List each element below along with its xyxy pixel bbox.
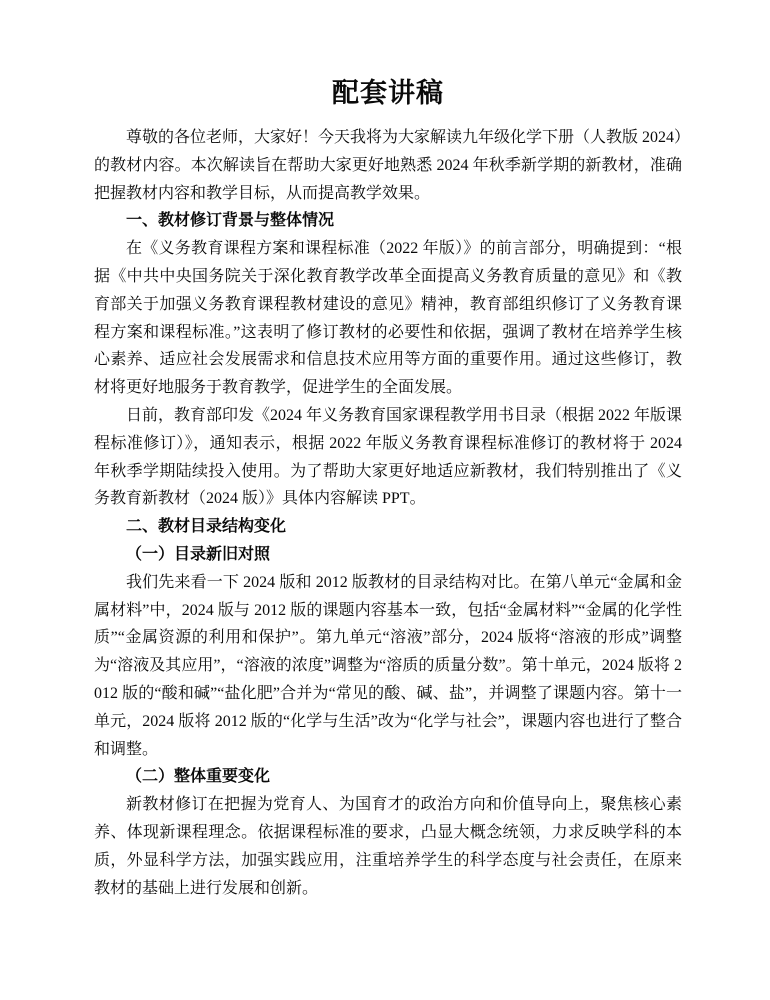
section-1-paragraph-1: 在《义务教育课程方案和课程标准（2022 年版）》的前言部分，明确提到：“根据《中共中央国务院关于深化教育教学改革全面提高义务教育质量的意见》和《教育部关于加强义务教育课程教材建设的意见》精神，教育部组织修订了义务教育课程方案和课程标准。”这表明了修订教材的必要性和依据，强调了教材在培养学生核心素养、适应社会发展需求和信息技术应用等方面的重要作用。通过这些修订，教材将更好地服务于教育教学，促进学生的全面发展。 (94, 240, 682, 397)
section-2-sub-1-paragraph: 我们先来看一下 2024 版和 2012 版教材的目录结构对比。在第八单元“金属和金属材料”中，2024 版与 2012 版的课题内容基本一致，包括“金属材料”“金属的化学性质”“金属资源的利用和保护”。第九单元“溶液”部分，2024 版将“溶液的形成”调整为“溶液及其应用”，“溶液的浓度”调整为“溶质的质量分数”。第十单元，2024 版将 2012 版的“酸和碱”“盐化肥”合并为“常见的酸、碱、盐”，并调整了课题内容。第十一单元，2024 版将 2012 版的“化学与生活”改为“化学与社会”，课题内容也进行了整合和调整。 (94, 573, 682, 758)
section-2-sub-1-heading: （一）目录新旧对照 (126, 545, 271, 563)
section-2-sub-2-paragraph: 新教材修订在把握为党育人、为国育才的政治方向和价值导向上，聚焦核心素养、体现新课程理念。依据课程标准的要求，凸显大概念统领，力求反映学科的本质，外显科学方法，加强实践应用，注重培养学生的科学态度与社会责任，在原来教材的基础上进行发展和创新。 (94, 796, 682, 897)
section-2-heading: 二、教材目录结构变化 (126, 518, 287, 536)
section-1-heading: 一、教材修订背景与整体情况 (126, 212, 335, 230)
section-2-sub-2-heading: （二）整体重要变化 (126, 768, 271, 786)
section-1-paragraph-2: 日前，教育部印发《2024 年义务教育国家课程教学用书目录（根据 2022 年版课程标准修订）》，通知表示，根据 2022 年版义务教育课程标准修订的教材将于 2024 年秋季学期陆续投入使用。为了帮助大家更好地适应新教材，我们特别推出了《义务教育新教材（2024 版）》具体内容解读 PPT。 (94, 406, 683, 508)
document-title: 配套讲稿 (332, 78, 444, 108)
intro-paragraph: 尊敬的各位老师，大家好！今天我将为大家解读九年级化学下册（人教版 2024）的教材内容。本次解读旨在帮助大家更好地熟悉 2024 年秋季新学期的新教材，准确把握教材内容和教学目标，从而提高教学效果。 (94, 129, 683, 202)
